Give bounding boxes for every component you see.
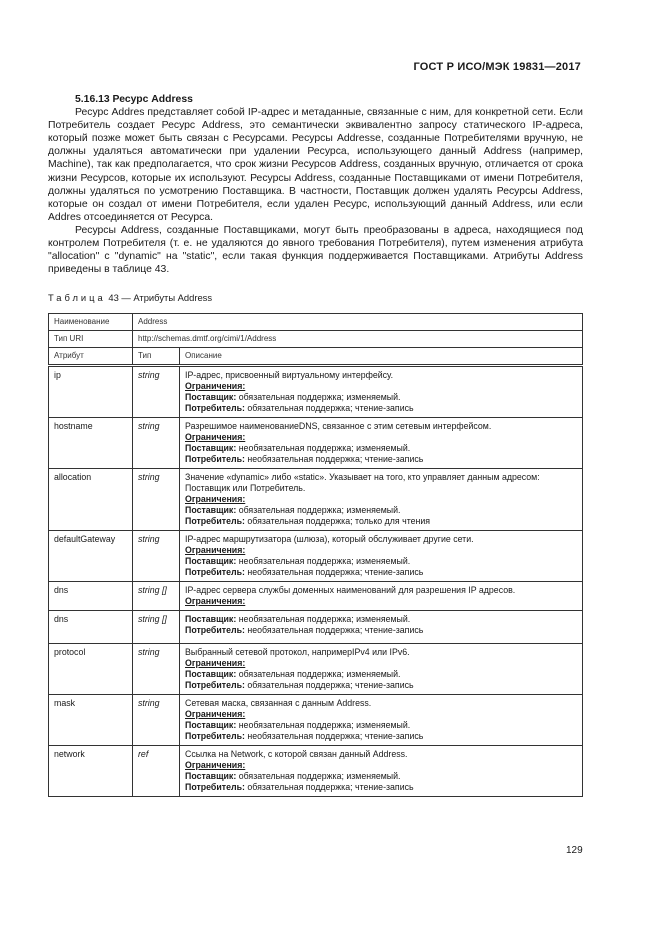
table-caption	[48, 292, 212, 303]
consumer-label: Потребитель:	[185, 567, 245, 577]
provider-label: Поставщик:	[185, 720, 237, 730]
consumer-text: необязательная поддержка; чтение-запись	[244, 567, 424, 577]
provider-line	[185, 392, 577, 403]
table-meta-row	[49, 314, 583, 331]
attribute-name: mask	[49, 695, 133, 746]
consumer-text: необязательная поддержка; чтение-запись	[244, 454, 424, 464]
attribute-name: defaultGateway	[49, 531, 133, 582]
consumer-text: обязательная поддержка; чтение-запись	[244, 403, 414, 413]
attribute-description	[180, 531, 583, 582]
constraints-label: Ограничения:	[185, 596, 246, 606]
consumer-line	[185, 454, 577, 465]
attribute-description	[180, 418, 583, 469]
meta-label: Тип URI	[49, 331, 133, 348]
consumer-text: необязательная поддержка; чтение-запись	[244, 625, 424, 635]
attribute-type: string	[133, 469, 180, 531]
attribute-name: hostname	[49, 418, 133, 469]
provider-text: обязательная поддержка; изменяемый.	[236, 392, 401, 402]
attribute-type: string	[133, 695, 180, 746]
table-caption-word: Таблица	[48, 292, 106, 303]
attribute-name: allocation	[49, 469, 133, 531]
provider-label: Поставщик:	[185, 614, 237, 624]
provider-line	[185, 505, 577, 516]
column-header-attribute: Атрибут	[49, 348, 133, 366]
description-text: Значение «dynamic» либо «static». Указывает на того, кто управляет данным адресом: Поставщик или Потребитель.	[185, 472, 540, 493]
attributes-table	[48, 313, 583, 797]
attribute-description	[180, 582, 583, 611]
attribute-type: ref	[133, 746, 180, 797]
provider-label: Поставщик:	[185, 556, 237, 566]
consumer-text: обязательная поддержка; чтение-запись	[244, 782, 414, 792]
paragraph-2: Ресурсы Address, созданные Поставщиками, могут быть преобразованы в адреса, находящиеся под контролем Потребителя (т. е. не удаляются до явного требования Потребителя), путем изменения атрибута "allocation" с "dynamic" на "static", если такая функция поддерживается Поставщиками. Атрибуты Address приведены в таблице 43.	[48, 224, 583, 276]
constraints-label: Ограничения:	[185, 658, 246, 668]
provider-text: необязательная поддержка; изменяемый.	[236, 443, 411, 453]
attribute-type: string	[133, 531, 180, 582]
provider-line	[185, 771, 577, 782]
table-row	[49, 746, 583, 797]
description-text: Сетевая маска, связанная с данным Address.	[185, 698, 372, 708]
table-row	[49, 418, 583, 469]
attribute-name: protocol	[49, 644, 133, 695]
provider-text: обязательная поддержка; изменяемый.	[236, 771, 401, 781]
consumer-label: Потребитель:	[185, 625, 245, 635]
attribute-description	[180, 695, 583, 746]
constraints-label: Ограничения:	[185, 381, 246, 391]
section-heading: 5.16.13 Ресурс Address	[75, 94, 193, 105]
table-row	[49, 611, 583, 644]
provider-line	[185, 669, 577, 680]
provider-line	[185, 720, 577, 731]
provider-text: обязательная поддержка; изменяемый.	[236, 505, 401, 515]
description-text: Выбранный сетевой протокол, напримерIPv4 или IPv6.	[185, 647, 410, 657]
description-text: Разрешимое наименованиеDNS, связанное с этим сетевым интерфейсом.	[185, 421, 492, 431]
attribute-description	[180, 644, 583, 695]
table-row	[49, 469, 583, 531]
provider-label: Поставщик:	[185, 771, 237, 781]
attribute-name: dns	[49, 611, 133, 644]
constraints-label: Ограничения:	[185, 760, 246, 770]
constraints-label: Ограничения:	[185, 432, 246, 442]
provider-line	[185, 614, 577, 625]
paragraph-1: Ресурс Addres представляет собой IP-адрес и метаданные, связанные с ним, для конкретной сети. Если Потребитель создает Ресурс Address, это семантически эквивалентно запросу статического IP-адреса, который позже может быть связан с Ресурсами. Ресурсы Addresse, созданные Потребителями вручную, не должны удаляться автоматически при удалении Ресурса, использующего данный Address (например, Machine), так как предполагается, что срок жизни Ресурсов Address, созданных вручную, отличается от срока жизни Ресурсов, которые их используют. Ресурсы Address, созданные Поставщиками от имени Потребителя, должны удаляться по усмотрению Поставщика. В частности, Поставщик должен удалять Ресурсы Address, которые он создал от имени Потребителя, если удален Ресурс, использующий данный Address, или если Addres отсоединяется от Ресурса.	[48, 107, 583, 223]
provider-label: Поставщик:	[185, 392, 237, 402]
consumer-line	[185, 680, 577, 691]
column-header-type: Тип	[133, 348, 180, 366]
consumer-line	[185, 625, 577, 636]
attribute-name: network	[49, 746, 133, 797]
constraints-label: Ограничения:	[185, 709, 246, 719]
meta-value: http://schemas.dmtf.org/cimi/1/Address	[133, 331, 583, 348]
attribute-type: string []	[133, 582, 180, 611]
provider-text: необязательная поддержка; изменяемый.	[236, 720, 411, 730]
attribute-description	[180, 366, 583, 418]
attribute-description	[180, 611, 583, 644]
description-text: IP-адрес маршрутизатора (шлюза), который обслуживает другие сети.	[185, 534, 474, 544]
attribute-type: string	[133, 644, 180, 695]
provider-label: Поставщик:	[185, 443, 237, 453]
table-row	[49, 695, 583, 746]
attribute-name: ip	[49, 366, 133, 418]
meta-value: Address	[133, 314, 583, 331]
attribute-description	[180, 469, 583, 531]
description-text: Ссылка на Network, с которой связан данный Address.	[185, 749, 408, 759]
table-meta-row	[49, 331, 583, 348]
constraints-label: Ограничения:	[185, 545, 246, 555]
consumer-label: Потребитель:	[185, 680, 245, 690]
consumer-label: Потребитель:	[185, 516, 245, 526]
provider-label: Поставщик:	[185, 505, 237, 515]
provider-line	[185, 556, 577, 567]
table-row	[49, 582, 583, 611]
document-header: ГОСТ Р ИСО/МЭК 19831—2017	[413, 61, 581, 73]
table-row	[49, 366, 583, 418]
consumer-text: обязательная поддержка; только для чтения	[244, 516, 431, 526]
section-body	[48, 93, 583, 276]
provider-text: обязательная поддержка; изменяемый.	[236, 669, 401, 679]
attribute-description	[180, 746, 583, 797]
consumer-label: Потребитель:	[185, 731, 245, 741]
attribute-type: string	[133, 418, 180, 469]
table-caption-title: 43 — Атрибуты Address	[105, 292, 213, 303]
consumer-line	[185, 782, 577, 793]
consumer-line	[185, 516, 577, 527]
consumer-label: Потребитель:	[185, 454, 245, 464]
table-row	[49, 644, 583, 695]
consumer-line	[185, 403, 577, 414]
provider-text: необязательная поддержка; изменяемый.	[236, 614, 411, 624]
consumer-line	[185, 731, 577, 742]
attribute-type: string	[133, 366, 180, 418]
consumer-line	[185, 567, 577, 578]
consumer-label: Потребитель:	[185, 403, 245, 413]
consumer-text: обязательная поддержка; чтение-запись	[244, 680, 414, 690]
attribute-type: string []	[133, 611, 180, 644]
consumer-label: Потребитель:	[185, 782, 245, 792]
page-number: 129	[566, 845, 583, 856]
description-text: IP-адрес сервера службы доменных наименований для разрешения IP адресов.	[185, 585, 516, 595]
attribute-name: dns	[49, 582, 133, 611]
consumer-text: необязательная поддержка; чтение-запись	[244, 731, 424, 741]
meta-label: Наименование	[49, 314, 133, 331]
column-header-description: Описание	[180, 348, 583, 366]
table-row	[49, 531, 583, 582]
table-header-row	[49, 348, 583, 366]
provider-line	[185, 443, 577, 454]
constraints-label: Ограничения:	[185, 494, 246, 504]
provider-text: необязательная поддержка; изменяемый.	[236, 556, 411, 566]
description-text: IP-адрес, присвоенный виртуальному интерфейсу.	[185, 370, 394, 380]
provider-label: Поставщик:	[185, 669, 237, 679]
